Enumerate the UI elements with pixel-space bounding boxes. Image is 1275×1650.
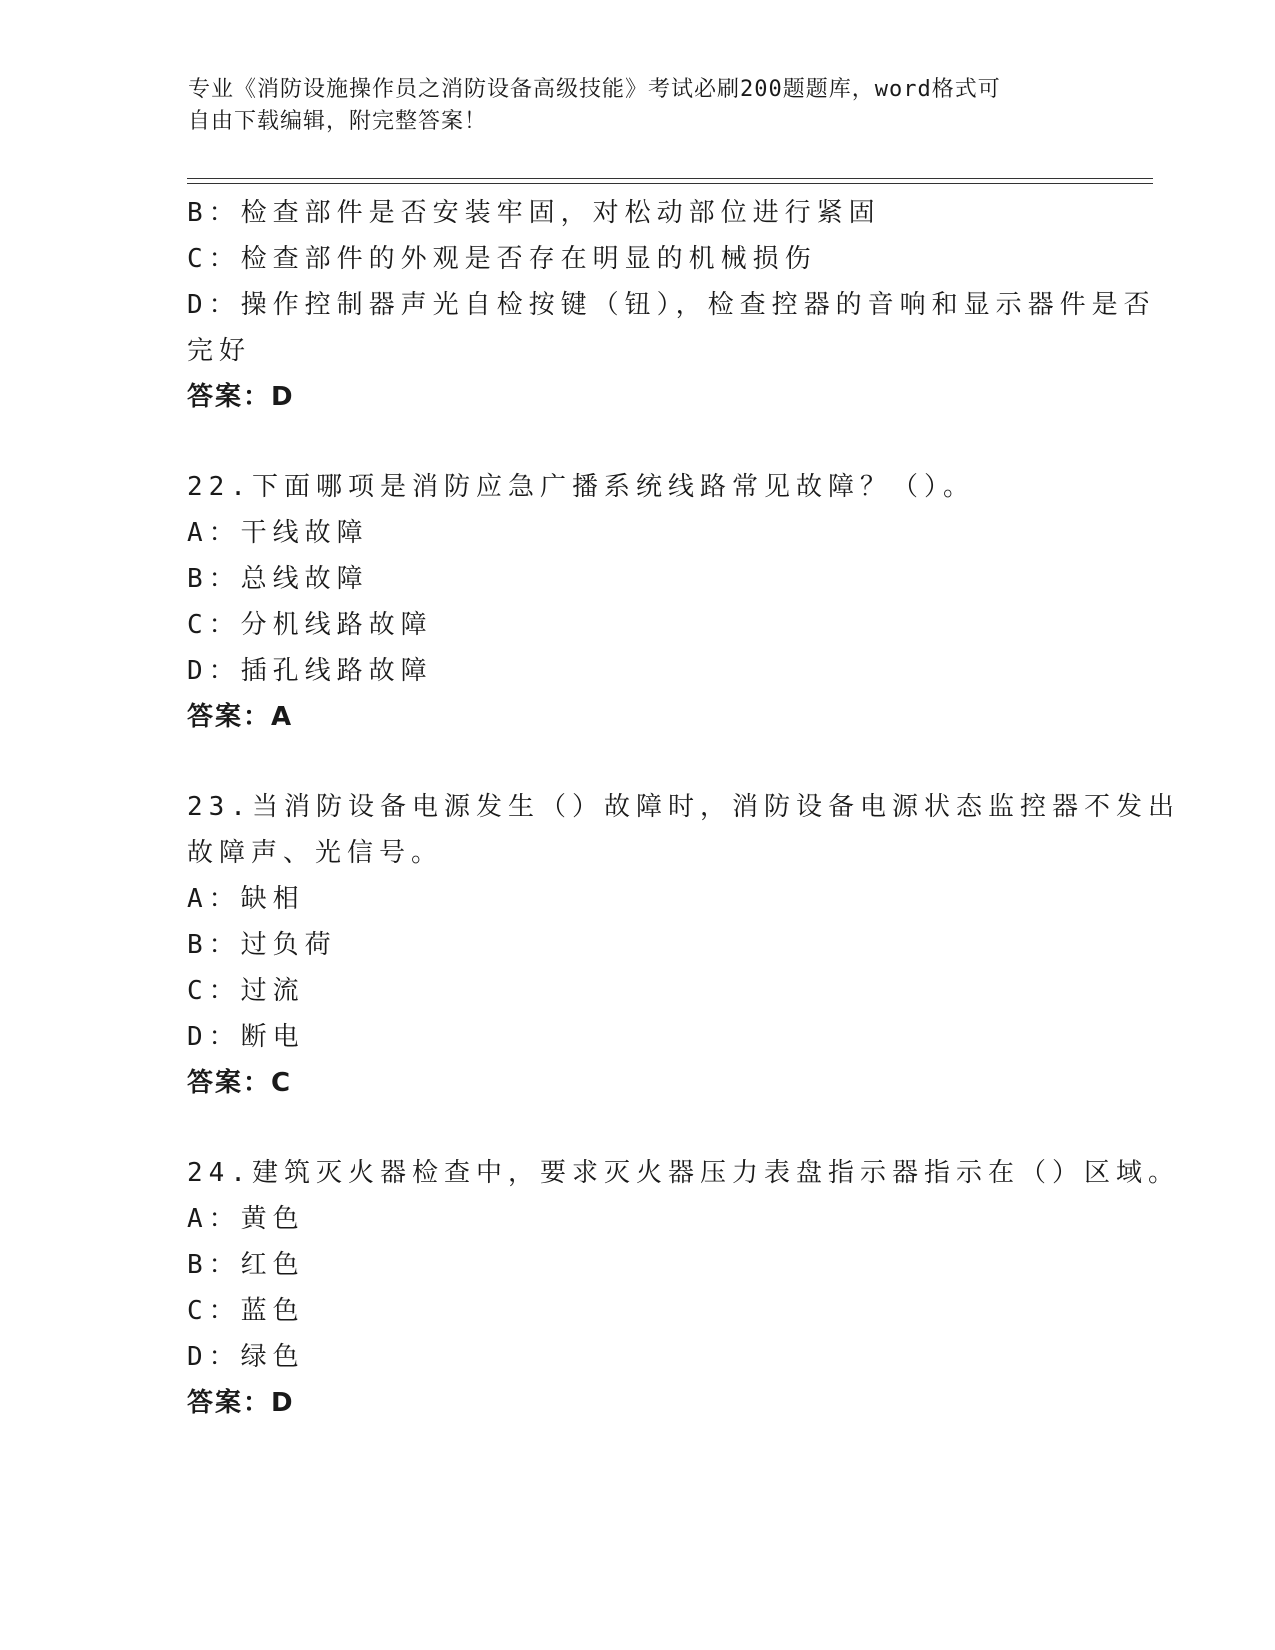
- option-a: A：黄色: [187, 1204, 305, 1234]
- header-divider-top: [187, 178, 1153, 179]
- question-21-continued: [187, 190, 1156, 420]
- answer: 答案：C: [187, 1068, 293, 1098]
- option-b: B：红色: [187, 1250, 305, 1280]
- option-c: C：蓝色: [187, 1296, 305, 1326]
- header-divider-bottom: [187, 183, 1153, 184]
- option-c: C：检查部件的外观是否存在明显的机械损伤: [187, 244, 817, 274]
- option-d: D：断电: [187, 1022, 305, 1052]
- option-b: B：总线故障: [187, 564, 369, 594]
- option-a: A：缺相: [187, 884, 305, 914]
- question-23: [187, 784, 1180, 1106]
- option-d: D：插孔线路故障: [187, 656, 433, 686]
- question-stem-continued: 故障声、光信号。: [187, 838, 444, 868]
- spacer: [187, 740, 1087, 784]
- option-b: B：检查部件是否安装牢固，对松动部位进行紧固: [187, 198, 881, 228]
- spacer: [187, 1106, 1087, 1150]
- option-c: C：过流: [187, 976, 305, 1006]
- question-24: [187, 1150, 1180, 1426]
- option-b: B：过负荷: [187, 930, 337, 960]
- header-title-line-2: 自由下载编辑，附完整答案！: [188, 109, 488, 134]
- question-list: [187, 190, 1180, 1426]
- question-stem: 22.下面哪项是消防应急广播系统线路常见故障？（）。: [187, 472, 975, 502]
- option-d: D：操作控制器声光自检按键（钮），检查控器的音响和显示器件是否: [187, 290, 1156, 320]
- document-header: [188, 74, 1088, 138]
- answer: 答案：D: [187, 1388, 295, 1418]
- question-stem: 24.建筑灭火器检查中，要求灭火器压力表盘指示器指示在（）区域。: [187, 1158, 1180, 1188]
- answer: 答案：D: [187, 382, 295, 412]
- option-a: A：干线故障: [187, 518, 369, 548]
- option-d: D：绿色: [187, 1342, 305, 1372]
- question-stem: 23.当消防设备电源发生（）故障时，消防设备电源状态监控器不发出: [187, 792, 1180, 822]
- question-22: [187, 464, 1087, 740]
- option-d-continued: 完好: [187, 336, 252, 366]
- header-title-line-1: 专业《消防设施操作员之消防设备高级技能》考试必刷200题题库，word格式可: [188, 77, 1001, 102]
- option-c: C：分机线路故障: [187, 610, 433, 640]
- answer: 答案：A: [187, 702, 294, 732]
- spacer: [187, 420, 1087, 464]
